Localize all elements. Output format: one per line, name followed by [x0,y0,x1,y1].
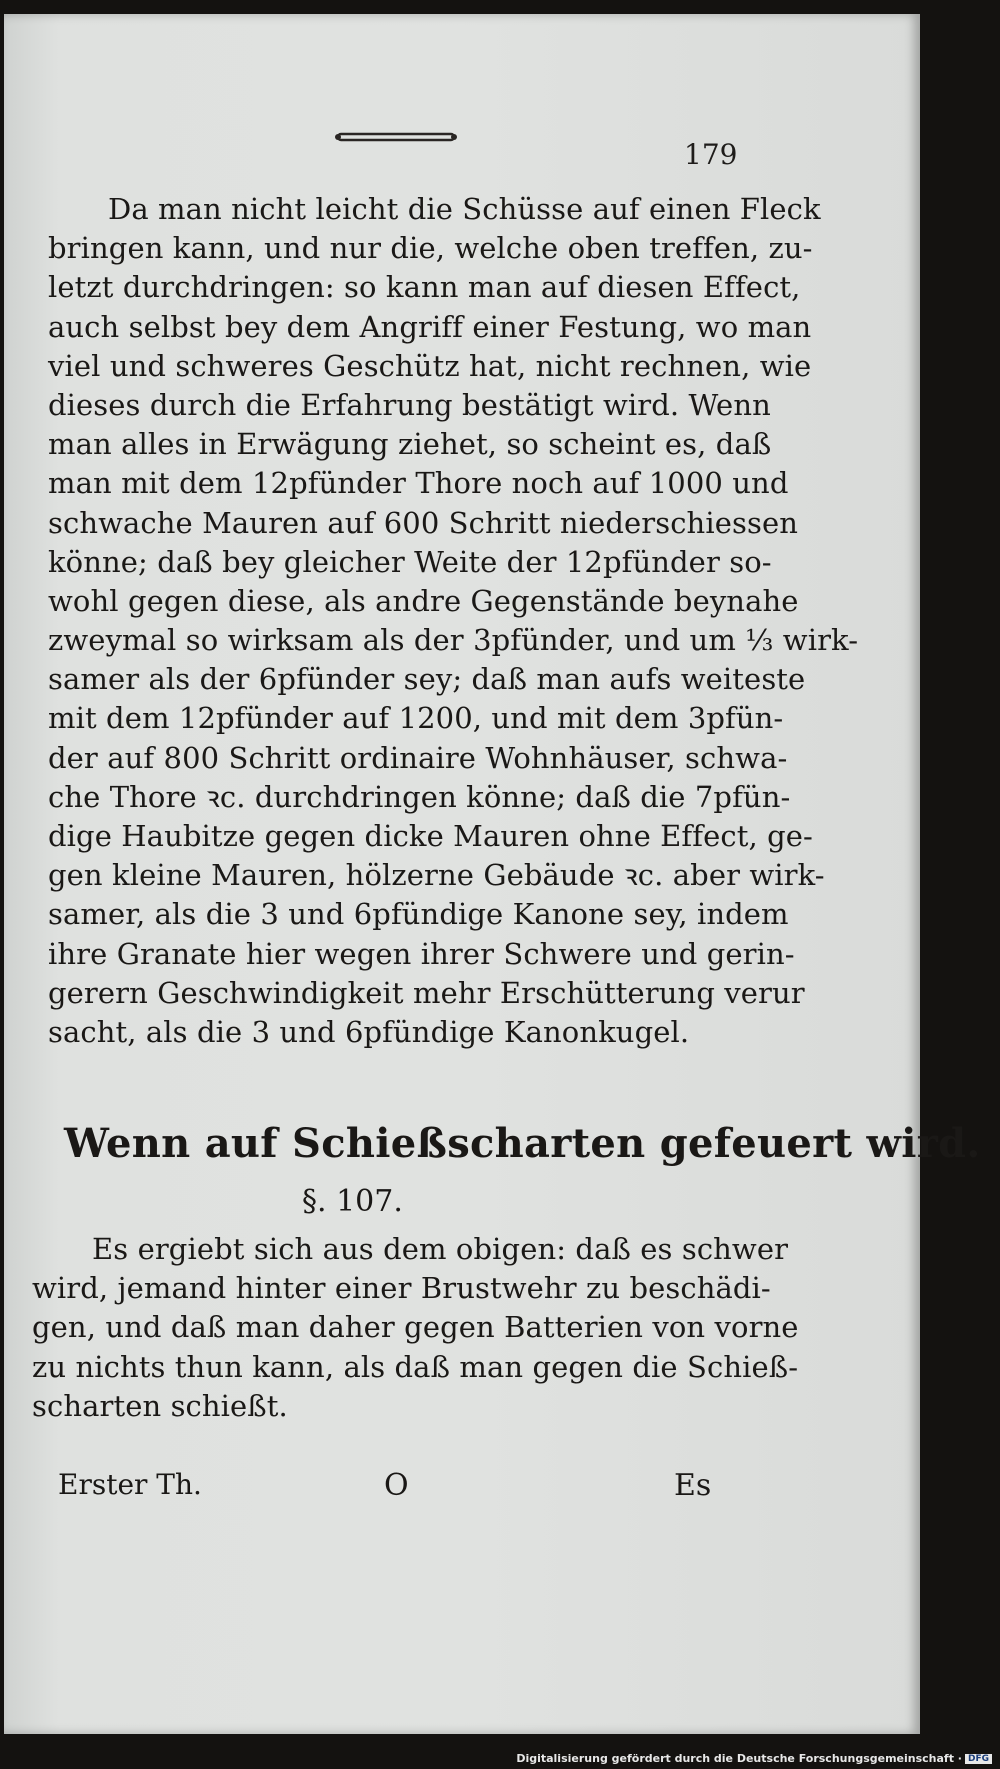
paragraph-2 [32,1230,799,1426]
text-line: viel und schweres Geschütz hat, nicht rechnen, wie [48,348,812,383]
credit-text: Digitalisierung gefördert durch die Deutsche Forschungsgemeinschaft · [516,1752,962,1765]
text-line: che Thore ꝛc. durchdringen könne; daß die 7pfün- [48,779,791,814]
text-line: scharten schießt. [32,1388,288,1423]
text-line: Es ergiebt sich aus dem obigen: daß es schwer [92,1232,789,1266]
section-heading: Wenn auf Schießscharten gefeuert wird. [64,1120,981,1167]
digitization-credit [516,1752,992,1765]
text-line: man mit dem 12pfünder Thore noch auf 1000 und [48,466,789,501]
signature-mark: Erster Th. [58,1468,202,1501]
text-line: der auf 800 Schritt ordinaire Wohnhäuser, schwa- [48,740,788,775]
paragraph-1 [48,190,859,1052]
text-line: gen, und daß man daher gegen Batterien von vorne [32,1310,799,1345]
section-number: §. 107. [302,1184,403,1219]
ornament-rule [334,130,458,144]
text-line: bringen kann, und nur die, welche oben treffen, zu- [48,231,813,266]
text-line: gen kleine Mauren, hölzerne Gebäude ꝛc. aber wirk- [48,858,825,893]
text-line: letzt durchdringen: so kann man auf diesen Effect, [48,270,801,305]
page-number: 179 [684,138,738,171]
book-page [4,14,981,1734]
text-line: Da man nicht leicht die Schüsse auf einen Fleck [108,192,821,226]
text-line: zu nichts thun kann, als daß man gegen die Schieß- [32,1349,799,1384]
text-line: auch selbst bey dem Angriff einer Festung, wo man [48,309,812,344]
text-line: wohl gegen diese, als andre Gegenstände beynahe [48,583,799,618]
text-line: dige Haubitze gegen dicke Mauren ohne Effect, ge- [48,819,813,853]
text-line: sacht, als die 3 und 6pfündige Kanonkugel. [48,1014,690,1049]
text-line: samer als der 6pfünder sey; daß man aufs weiteste [48,662,806,697]
text-line: gerern Geschwindigkeit mehr Erschütterung verur [48,975,805,1010]
dfg-logo: DFG [965,1754,992,1764]
text-line: könne; daß bey gleicher Weite der 12pfünder so- [48,544,772,579]
text-line: dieses durch die Erfahrung bestätigt wird. Wenn [48,387,771,422]
catchword: Es [674,1468,712,1503]
gathering-mark: O [384,1468,409,1503]
text-line: ihre Granate hier wegen ihrer Schwere und gerin- [48,936,795,971]
text-line: wird, jemand hinter einer Brustwehr zu beschädi- [32,1271,771,1306]
text-line: schwache Mauren auf 600 Schritt niederschiessen [48,505,798,540]
text-line: man alles in Erwägung ziehet, so scheint es, daß [48,427,772,462]
text-line: zweymal so wirksam als der 3pfünder, und um ⅓ wirk- [48,623,859,658]
text-line: samer, als die 3 und 6pfündige Kanone sey, indem [48,897,789,932]
text-line: mit dem 12pfünder auf 1200, und mit dem 3pfün- [48,701,784,736]
